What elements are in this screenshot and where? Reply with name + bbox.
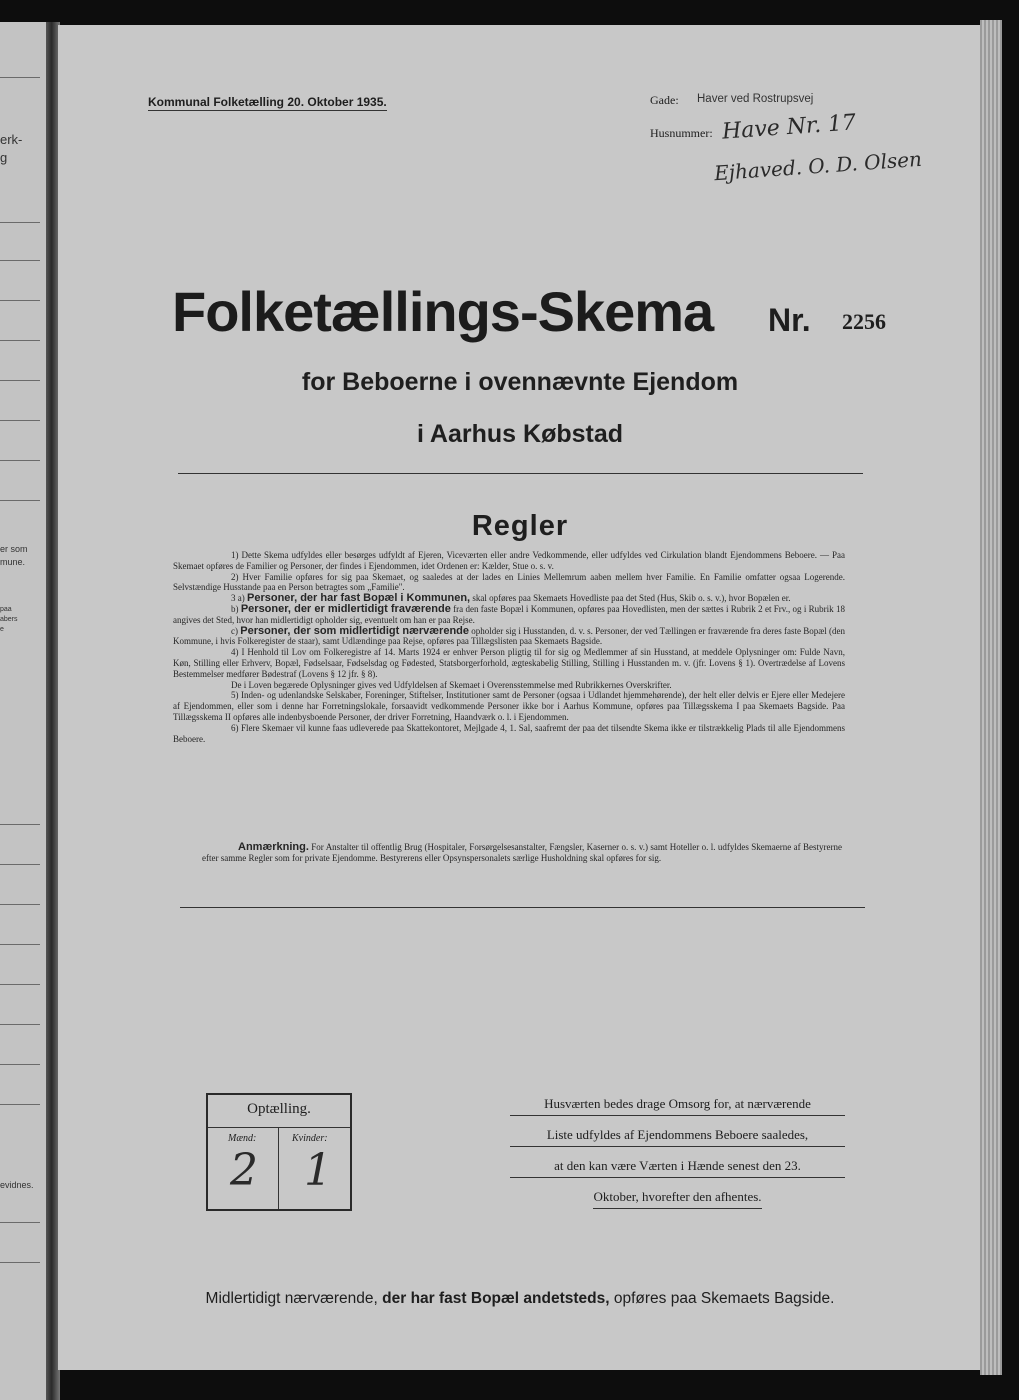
footer-pre: Midlertidigt nærværende, (205, 1290, 378, 1307)
street-label: Gade: (650, 93, 679, 107)
landlord-note (510, 1096, 845, 1209)
landlord-note-line: Liste udfyldes af Ejendommens Beboere saaledes, (510, 1127, 845, 1147)
footer-note (175, 1290, 865, 1308)
form-title: Folketællings-Skema (172, 280, 714, 343)
footer-bold: der har fast Bopæl andetsteds, (382, 1290, 610, 1307)
left-fragment-text: er som (0, 544, 28, 554)
left-fragment-text: abers (0, 616, 18, 623)
tally-box (206, 1093, 352, 1211)
rule-3a: 3 a) Personer, der har fast Bopæl i Kommunen, skal opføres paa Skemaets Hovedliste paa det Sted (Hus, Skib o. s. v.), hvor Bopælen er. (231, 592, 791, 605)
rule-3c: c) Personer, der som midlertidigt nærværende opholder sig i Husstanden, d. v. s. Personer, der ved Tællingen er fraværende fra deres faste Bopæl (den Kommune, i hvis Folkeregister de staar), samt Udlændinge paa Rejse, opføres paa Tillægslisten paa Skemaets Bagside. (173, 624, 846, 647)
landlord-note-line: Husværten bedes drage Omsorg for, at nærværende (510, 1096, 845, 1116)
left-fragment-text: erk- (0, 132, 23, 147)
remark-label: Anmærkning. (238, 841, 309, 853)
women-label: Kvinder: (292, 1133, 328, 1144)
tally-title: Optælling. (247, 1101, 311, 1117)
women-count: 1 (304, 1145, 332, 1196)
census-header-line: Kommunal Folketælling 20. Oktober 1935. (148, 95, 387, 109)
left-page-fragment (0, 22, 52, 1400)
left-fragment-text: paa (0, 606, 12, 613)
landlord-note-line: at den kan være Værten i Hænde senest den 23. (510, 1158, 845, 1178)
remark-text: For Anstalter til offentlig Brug (Hospitaler, Forsørgelsesanstalter, Fængsler, Kaserner o. s. v.) samt Hoteller o. l. udfyldes Skemaerne af Bestyrerne efter samme Regler som for private Ejendomme. Bestyrerens eller Opsynspersonalets særlige Husholdning skal opføres for sig. (202, 842, 842, 863)
footer-post: opføres paa Skemaets Bagside. (613, 1290, 835, 1307)
form-number-value: 2256 (842, 309, 886, 334)
left-fragment-text: g (0, 150, 8, 165)
owner-note: Ejhaved. O. D. Olsen (713, 146, 923, 186)
divider (180, 907, 865, 908)
house-number-label: Husnummer: (650, 126, 713, 140)
men-label: Mænd: (228, 1133, 257, 1144)
rule-5: 5) Inden- og udenlandske Selskaber, Foreninger, Stiftelser, Institutioner samt de Personer (ogsaa i Udlandet hjemmehørende), der helt eller delvis er Ejere eller Medejere af Ejendommen, eller som i denne har Forretningslokale, forsaavidt vedkommende Personer ikke bor i Aarhus Kommune, opføres paa Tillægsskema I paa Skemaets Bagside. Paa Tillægsskema II opføres alle indenbysboende Personer, der driver Forretning, Haandværk o. l. i Ejendommen. (173, 690, 845, 722)
left-fragment-text: mune. (0, 557, 26, 567)
form-subtitle-city: i Aarhus Købstad (416, 420, 624, 448)
rule-6: 6) Flere Skemaer vil kunne faas udleverede paa Skattekontoret, Mejlgade 4, 1. Sal, saafremt der paa det tilsendte Skema ikke er tilstrækkelig Plads til alle Ejendommens Beboere. (173, 722, 845, 744)
remark (202, 842, 842, 864)
left-fragment-text: evidnes. (0, 1180, 34, 1190)
form-number-label: Nr. (768, 302, 811, 338)
rule-2: 2) Hver Familie opføres for sig paa Skemaet, og saaledes at der lades en Linies Mellemrum aaben mellem hver Familie. En Familie omfatter ogsaa Logerende. Selvstændige Husstande paa en Person betragtes som „Familie". (173, 571, 845, 593)
rules-heading: Regler (471, 510, 569, 542)
rule-3b: b) Personer, der er midlertidigt fraværende fra den faste Bopæl i Kommunen, opføres paa Hovedlisten, men der sættes i Rubrik 2 et Frv., og i Rubrik 18 angives det Sted, hvor han midlertidigt opholder sig, eventuelt om han er paa Rejse. (173, 602, 845, 625)
left-fragment-text: e (0, 626, 4, 633)
house-number-value: Have Nr. 17 (721, 110, 857, 145)
rule-4: 4) I Henhold til Lov om Folkeregistre af 14. Marts 1924 er enhver Person pligtig til for sig og Medlemmer af sin Husstand, at meddele Oplysninger om: Fulde Navn, Køn, Stilling eller Erhverv, Bopæl, Fødselsaar, Fødselsdag og Fødested, Statsborgerforhold, ægteskabelig Stilling, Stilling i Husstanden m. v. (jfr. Lovens § 1). Overtrædelse af Lovens Bestemmelser medfører Bødestraf (Lovens § 12 jfr. § 8). (173, 647, 845, 679)
form-subtitle: for Beboerne i ovennævnte Ejendom (301, 368, 739, 396)
divider (178, 473, 863, 474)
rule-1: 1) Dette Skema udfyldes eller besørges udfyldt af Ejeren, Viceværten eller andre Vedkommende, eller udfyldes ved Cirkulation blandt Ejendommens Beboere. — Paa Skemaet opføres de Familier og Personer, der findes i Ejendommen, idet Ordenen er: Kælder, Stue o. s. v. (173, 550, 845, 571)
landlord-note-line: Oktober, hvorefter den afhentes. (593, 1189, 761, 1209)
men-count: 2 (230, 1145, 258, 1196)
street-value: Haver ved Rostrupsvej (697, 93, 814, 105)
page-edges (980, 20, 1002, 1375)
rule-4b: De i Loven begærede Oplysninger gives ved Udfyldelsen af Skemaet i Overensstemmelse med Rubrikkernes Overskrifter. (231, 679, 672, 690)
rules-text (173, 550, 845, 744)
